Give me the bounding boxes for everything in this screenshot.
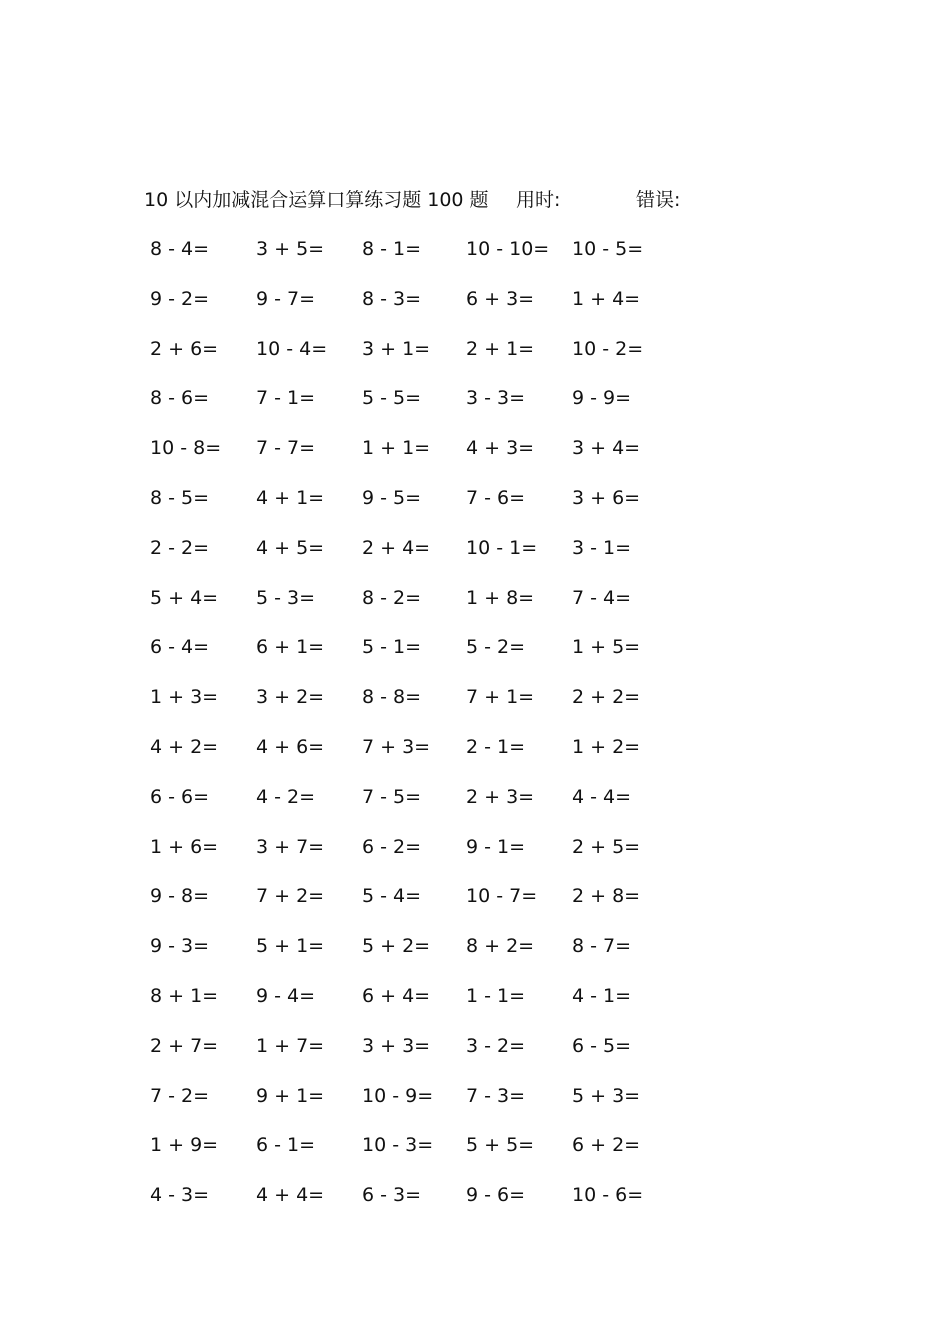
- arithmetic-problem: 3 - 2=: [466, 1034, 526, 1057]
- arithmetic-problem: 1 + 5=: [572, 636, 641, 659]
- arithmetic-problem: 4 + 6=: [256, 735, 325, 758]
- arithmetic-problem: 3 + 7=: [256, 835, 325, 858]
- arithmetic-problem: 4 - 1=: [572, 984, 632, 1007]
- arithmetic-problem: 10 - 4=: [256, 337, 328, 360]
- arithmetic-problem: 5 - 4=: [362, 885, 422, 908]
- arithmetic-problem: 4 + 4=: [256, 1184, 325, 1207]
- arithmetic-problem: 8 - 6=: [150, 387, 210, 410]
- problem-row: [150, 1180, 670, 1230]
- arithmetic-problem: 7 + 3=: [362, 735, 431, 758]
- arithmetic-problem: 8 + 1=: [150, 984, 219, 1007]
- problem-row: [150, 334, 670, 384]
- arithmetic-problem: 9 - 1=: [466, 835, 526, 858]
- arithmetic-problem: 5 - 5=: [362, 387, 422, 410]
- arithmetic-problem: 3 + 5=: [256, 238, 325, 260]
- arithmetic-problem: 10 - 7=: [466, 885, 538, 908]
- arithmetic-problem: 6 + 2=: [572, 1134, 641, 1157]
- arithmetic-problem: 2 - 1=: [466, 735, 526, 758]
- arithmetic-problem: 9 - 8=: [150, 885, 210, 908]
- arithmetic-problem: 8 - 3=: [362, 287, 422, 310]
- problem-row: [150, 1031, 670, 1081]
- arithmetic-problem: 7 - 4=: [572, 586, 632, 609]
- arithmetic-problem: 9 - 9=: [572, 387, 632, 410]
- arithmetic-problem: 2 + 4=: [362, 536, 431, 559]
- arithmetic-problem: 6 - 3=: [362, 1184, 422, 1207]
- arithmetic-problem: 6 - 2=: [362, 835, 422, 858]
- error-count-label: 错误:: [636, 189, 681, 211]
- arithmetic-problem: 1 + 3=: [150, 686, 219, 709]
- arithmetic-problem: 3 - 3=: [466, 387, 526, 410]
- arithmetic-problem: 9 - 4=: [256, 984, 316, 1007]
- arithmetic-problem: 1 + 4=: [572, 287, 641, 310]
- arithmetic-problem: 4 + 2=: [150, 735, 219, 758]
- problem-row: [150, 1130, 670, 1180]
- arithmetic-problem: 7 - 1=: [256, 387, 316, 410]
- problem-row: [150, 632, 670, 682]
- arithmetic-problem: 1 + 6=: [150, 835, 219, 858]
- problem-row: [150, 483, 670, 533]
- arithmetic-problem: 2 + 8=: [572, 885, 641, 908]
- arithmetic-problem: 8 - 5=: [150, 486, 210, 509]
- arithmetic-problem: 2 + 6=: [150, 337, 219, 360]
- arithmetic-problem: 10 - 5=: [572, 238, 644, 260]
- arithmetic-problem: 7 + 2=: [256, 885, 325, 908]
- arithmetic-problem: 1 + 7=: [256, 1034, 325, 1057]
- arithmetic-problem: 4 + 5=: [256, 536, 325, 559]
- arithmetic-problem: 2 + 5=: [572, 835, 641, 858]
- arithmetic-problem: 5 - 3=: [256, 586, 316, 609]
- arithmetic-problem: 2 - 2=: [150, 536, 210, 559]
- arithmetic-problem: 9 - 5=: [362, 486, 422, 509]
- arithmetic-problem: 8 - 2=: [362, 586, 422, 609]
- arithmetic-problem: 6 - 5=: [572, 1034, 632, 1057]
- arithmetic-problem: 7 - 2=: [150, 1084, 210, 1107]
- problem-row: [150, 832, 670, 882]
- arithmetic-problem: 9 - 6=: [466, 1184, 526, 1207]
- arithmetic-problem: 1 - 1=: [466, 984, 526, 1007]
- arithmetic-problem: 5 - 1=: [362, 636, 422, 659]
- arithmetic-problem: 3 + 2=: [256, 686, 325, 709]
- arithmetic-problem: 7 - 7=: [256, 437, 316, 460]
- arithmetic-problem: 9 - 7=: [256, 287, 316, 310]
- arithmetic-problem: 5 - 2=: [466, 636, 526, 659]
- arithmetic-problem: 3 + 4=: [572, 437, 641, 460]
- arithmetic-problem: 3 - 1=: [572, 536, 632, 559]
- arithmetic-problem: 2 + 2=: [572, 686, 641, 709]
- arithmetic-problem: 10 - 8=: [150, 437, 222, 460]
- arithmetic-problem: 4 - 4=: [572, 785, 632, 808]
- problem-row: [150, 981, 670, 1031]
- problem-row: [150, 433, 670, 483]
- arithmetic-problem: 5 + 3=: [572, 1084, 641, 1107]
- arithmetic-problem: 6 + 1=: [256, 636, 325, 659]
- arithmetic-problem: 7 - 6=: [466, 486, 526, 509]
- arithmetic-problem: 6 + 4=: [362, 984, 431, 1007]
- arithmetic-problem: 7 - 5=: [362, 785, 422, 808]
- arithmetic-problem: 6 - 1=: [256, 1134, 316, 1157]
- arithmetic-problem: 3 + 1=: [362, 337, 431, 360]
- arithmetic-problem: 10 - 2=: [572, 337, 644, 360]
- arithmetic-problem: 2 + 1=: [466, 337, 535, 360]
- worksheet-title: 10 以内加减混合运算口算练习题 100 题: [144, 189, 489, 211]
- problem-row: [150, 234, 670, 284]
- arithmetic-problem: 6 + 3=: [466, 287, 535, 310]
- problem-row: [150, 732, 670, 782]
- time-used-label: 用时:: [516, 189, 561, 211]
- arithmetic-problem: 9 - 3=: [150, 935, 210, 958]
- arithmetic-problem: 6 - 6=: [150, 785, 210, 808]
- arithmetic-problem: 2 + 3=: [466, 785, 535, 808]
- problem-row: [150, 682, 670, 732]
- problem-row: [150, 881, 670, 931]
- problem-row: [150, 782, 670, 832]
- arithmetic-problem: 7 - 3=: [466, 1084, 526, 1107]
- arithmetic-problem: 6 - 4=: [150, 636, 210, 659]
- problem-row: [150, 931, 670, 981]
- arithmetic-problem: 5 + 4=: [150, 586, 219, 609]
- arithmetic-problem: 1 + 9=: [150, 1134, 219, 1157]
- arithmetic-problem: 5 + 5=: [466, 1134, 535, 1157]
- arithmetic-problem: 4 + 1=: [256, 486, 325, 509]
- problem-row: [150, 284, 670, 334]
- arithmetic-problem: 7 + 1=: [466, 686, 535, 709]
- problem-row: [150, 1081, 670, 1131]
- arithmetic-problem: 5 + 2=: [362, 935, 431, 958]
- arithmetic-problem: 10 - 9=: [362, 1084, 434, 1107]
- arithmetic-problem: 4 + 3=: [466, 437, 535, 460]
- problem-row: [150, 583, 670, 633]
- arithmetic-problem: 3 + 3=: [362, 1034, 431, 1057]
- arithmetic-problem: 1 + 1=: [362, 437, 431, 460]
- arithmetic-problem: 4 - 3=: [150, 1184, 210, 1207]
- problem-row: [150, 383, 670, 433]
- arithmetic-problem: 8 - 1=: [362, 238, 422, 260]
- arithmetic-problem: 10 - 3=: [362, 1134, 434, 1157]
- arithmetic-problem: 2 + 7=: [150, 1034, 219, 1057]
- arithmetic-problem: 3 + 6=: [572, 486, 641, 509]
- arithmetic-problem: 5 + 1=: [256, 935, 325, 958]
- arithmetic-problem: 8 - 4=: [150, 238, 210, 260]
- problem-grid: [150, 234, 670, 1230]
- arithmetic-problem: 8 + 2=: [466, 935, 535, 958]
- arithmetic-problem: 10 - 1=: [466, 536, 538, 559]
- arithmetic-problem: 1 + 2=: [572, 735, 641, 758]
- problem-row: [150, 533, 670, 583]
- arithmetic-problem: 10 - 6=: [572, 1184, 644, 1207]
- arithmetic-problem: 9 + 1=: [256, 1084, 325, 1107]
- arithmetic-problem: 10 - 10=: [466, 238, 550, 260]
- arithmetic-problem: 4 - 2=: [256, 785, 316, 808]
- arithmetic-problem: 9 - 2=: [150, 287, 210, 310]
- arithmetic-problem: 8 - 7=: [572, 935, 632, 958]
- arithmetic-problem: 8 - 8=: [362, 686, 422, 709]
- arithmetic-problem: 1 + 8=: [466, 586, 535, 609]
